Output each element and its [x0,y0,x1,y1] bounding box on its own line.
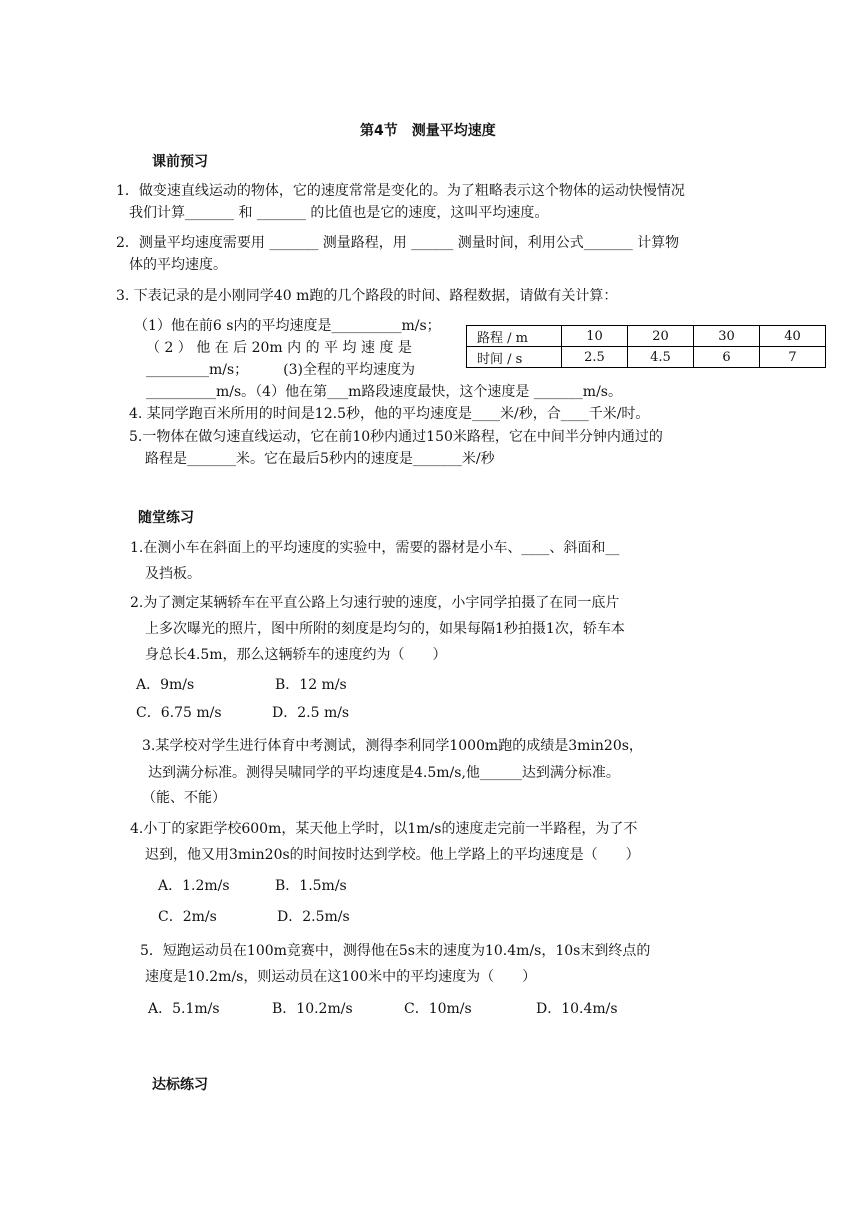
practice-q5-option-c: C．10m/s [404,1001,472,1017]
preview-q3-line5: __________m/s。（4）他在第___m路段速度最快，这个速度是 _______m/s。 [146,384,622,400]
practice-q5-option-a: A．5.1m/s [148,1001,220,1017]
practice-q2-option-c: C．6.75 m/s [136,705,222,721]
section-heading-preview: 课前预习 [152,154,208,170]
practice-q4-line2: 迟到，他又用3min20s的时间按时达到学校。他上学路上的平均速度是（ ） [145,847,640,863]
section-heading-standard: 达标练习 [152,1077,208,1093]
table-cell: 2.5 [562,347,628,368]
preview-q3-line1: 3. 下表记录的是小刚同学40 m跑的几个路段的时间、路程数据，请做有关计算： [116,288,618,304]
preview-q2-line1: 2．测量平均速度需要用 _______ 测量路程，用 ______ 测量时间，利用公式_______ 计算物 [116,235,680,251]
practice-q3-line1: 3.某学校对学生进行体育中考测试，测得李利同学1000m跑的成绩是3min20s， [142,738,643,754]
table-cell: 20 [628,326,694,347]
page-title: 第4节 测量平均速度 [360,123,496,139]
preview-q2-line2: 体的平均速度。 [129,257,227,273]
practice-q4-option-b: B．1.5m/s [275,878,347,894]
practice-q2-line1: 2.为了测定某辆轿车在平直公路上匀速行驶的速度，小宇同学拍摄了在同一底片 [130,595,620,611]
section-heading-practice: 随堂练习 [138,510,194,526]
practice-q3-line2: 达到满分标准。测得吴啸同学的平均速度是4.5m/s,他______达到满分标准。 [148,765,620,781]
table-cell: 40 [760,326,826,347]
practice-q2-line3: 身总长4.5m，那么这辆轿车的速度约为（ ） [145,647,447,663]
practice-q4-line1: 4.小丁的家距学校600m，某天他上学时，以1m/s的速度走完前一半路程，为了不 [130,821,638,837]
table-cell: 6 [694,347,760,368]
practice-q3-line3: （能、不能） [142,790,226,806]
table-row-label: 路程 / m [467,326,562,347]
practice-q2-option-a: A．9m/s [136,677,195,693]
practice-q4-option-c: C．2m/s [158,909,217,925]
table-row [467,326,826,347]
practice-q5-line1: 5．短跑运动员在100m竞赛中，测得他在5s末的速度为10.4m/s，10s末到终点的 [140,943,651,959]
distance-time-table [466,325,826,368]
practice-q5-option-d: D．10.4m/s [536,1001,618,1017]
table-row [467,347,826,368]
preview-q1-line1: 1．做变速直线运动的物体，它的速度常常是变化的。为了粗略表示这个物体的运动快慢情况 [116,183,685,199]
table-cell: 7 [760,347,826,368]
table-cell: 10 [562,326,628,347]
preview-q3-line2: （1）他在前6 s内的平均速度是__________m/s； [134,318,441,334]
practice-q1-line1: 1.在测小车在斜面上的平均速度的实验中，需要的器材是小车、____、斜面和__ [130,540,620,556]
preview-q5-line1: 5.一物体在做匀速直线运动，它在前10秒内通过150米路程，它在中间半分钟内通过的 [129,429,663,445]
table-cell: 4.5 [628,347,694,368]
table-cell: 30 [694,326,760,347]
table-row-label: 时间 / s [467,347,562,368]
preview-q1-line2: 我们计算_______ 和 _______ 的比值也是它的速度，这叫平均速度。 [129,205,549,221]
practice-q2-option-b: B．12 m/s [275,677,347,693]
preview-q4: 4. 某同学跑百米所用的时间是12.5秒，他的平均速度是____米/秒，合____千米/时。 [129,406,650,422]
practice-q2-line2: 上多次曝光的照片，图中所附的刻度是均匀的，如果每隔1秒拍摄1次，轿车本 [145,621,625,637]
practice-q5-line2: 速度是10.2m/s，则运动员在这100米中的平均速度为（ ） [145,969,537,985]
practice-q4-option-d: D．2.5m/s [277,909,350,925]
practice-q5-option-b: B．10.2m/s [272,1001,353,1017]
preview-q3-line3: （ 2 ） 他 在 后 20m 内 的 平 均 速 度 是 [146,340,412,356]
preview-q5-line2: 路程是_______米。它在最后5秒内的速度是_______米/秒 [145,451,495,467]
practice-q2-option-d: D．2.5 m/s [272,705,350,721]
practice-q4-option-a: A．1.2m/s [158,878,230,894]
practice-q1-line2: 及挡板。 [145,566,201,582]
preview-q3-line4: _________m/s； (3)全程的平均速度为 [146,362,416,378]
